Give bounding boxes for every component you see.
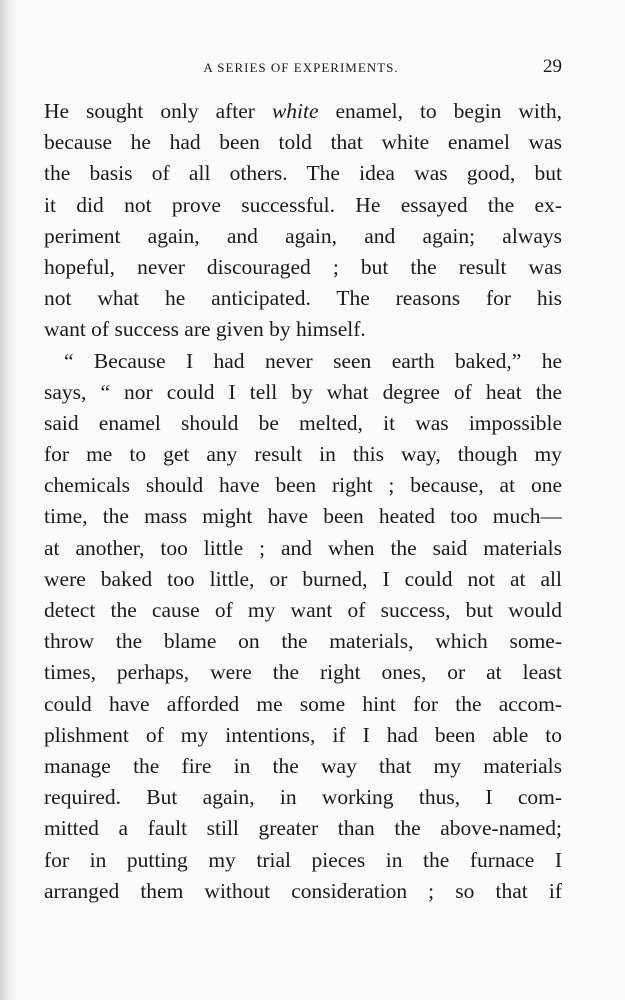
text-line: want of success are given by himself. (44, 317, 366, 342)
text-line: manage the fire in the way that my materials (44, 753, 562, 778)
text-line: hopeful, never discouraged ; but the result was (44, 254, 562, 279)
text-line: for in putting my trial pieces in the furnace I (44, 847, 562, 872)
text-line: arranged them without consideration ; so that if (44, 878, 562, 903)
text-line: plishment of my intentions, if I had been able to (44, 722, 562, 747)
body-text (44, 96, 562, 907)
text-line: the basis of all others. The idea was good, but (44, 161, 562, 186)
text-line: time, the mass might have been heated too much— (44, 504, 562, 529)
spine-shadow (0, 0, 18, 1000)
text-line: times, perhaps, were the right ones, or at least (44, 660, 562, 685)
text-line: required. But again, in working thus, I com- (44, 785, 562, 810)
running-head (40, 56, 562, 80)
text-line: detect the cause of my want of success, but would (44, 598, 562, 622)
paragraph-1 (44, 96, 562, 346)
text-line: were baked too little, or burned, I could not at all (44, 566, 562, 591)
text-line: could have afforded me some hint for the accom- (44, 691, 562, 716)
text-line: throw the blame on the materials, which some- (44, 629, 562, 654)
text-line: He sought only after white enamel, to begin with, (44, 99, 562, 123)
italic-word: white (271, 99, 319, 123)
text-line: at another, too little ; and when the said materials (44, 535, 562, 560)
paragraph-2 (44, 346, 562, 907)
text-line: periment again, and again, and again; always (44, 223, 562, 248)
text-line: “ Because I had never seen earth baked,” he (64, 348, 562, 373)
text-line: for me to get any result in this way, though my (44, 442, 562, 467)
text-line: mitted a fault still greater than the above-named; (44, 816, 562, 841)
page-number: 29 (543, 56, 562, 77)
text-line: says, “ nor could I tell by what degree of heat the (44, 379, 562, 404)
text-line: not what he anticipated. The reasons for his (44, 286, 562, 311)
text-line: because he had been told that white enamel was (44, 130, 562, 155)
running-title: A SERIES OF EXPERIMENTS. (203, 60, 399, 75)
text-line: it did not prove successful. He essayed the ex- (44, 192, 562, 217)
text-line: said enamel should be melted, it was impossible (44, 410, 562, 435)
text-line: chemicals should have been right ; because, at one (44, 473, 562, 498)
